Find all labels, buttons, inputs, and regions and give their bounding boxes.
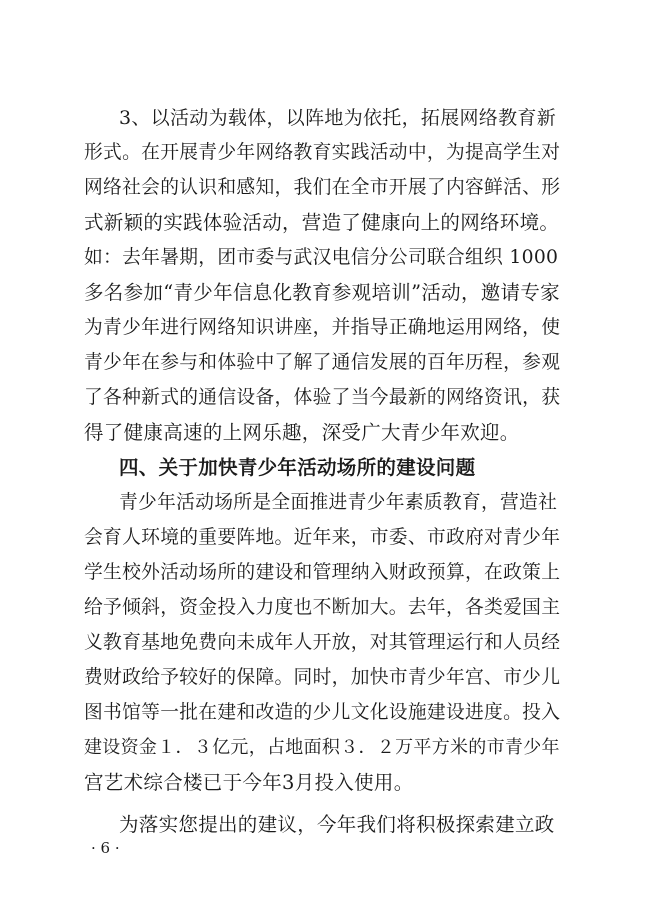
text-line-19: 建设资金１．３亿元，占地面积３．２万平方米的市青少年 xyxy=(84,737,560,758)
text-line-1: 3、以活动为载体，以阵地为依托，拓展网络教育新 xyxy=(119,107,556,129)
text-line-13: 会育人环境的重要阵地。近年来，市委、市政府对青少年 xyxy=(84,527,561,548)
text-line-5: 如：去年暑期，团市委与武汉电信分公司联合组织 1000 xyxy=(84,247,559,268)
text-line-18: 图书馆等一批在建和改造的少儿文化设施建设进度。投入 xyxy=(84,702,561,723)
text-line-7: 为青少年进行网络知识讲座，并指导正确地运用网络，使 xyxy=(84,317,561,338)
text-line-6: 多名参加“青少年信息化教育参观培训”活动，邀请专家 xyxy=(84,281,560,304)
page-number: · 6 · xyxy=(91,839,120,857)
text-line-3: 网络社会的认识和感知，我们在全市开展了内容鲜活、形 xyxy=(84,177,561,198)
text-line-15: 给予倾斜，资金投入力度也不断加大。去年，各类爱国主 xyxy=(84,597,561,618)
text-line-21: 为落实您提出的建议，今年我们将积极探索建立政 xyxy=(119,813,555,836)
text-line-4: 式新颖的实践体验活动，营造了健康向上的网络环境。 xyxy=(84,211,560,234)
text-line-12: 青少年活动场所是全面推进青少年素质教育，营造社 xyxy=(119,492,558,513)
text-line-14: 学生校外活动场所的建设和管理纳入财政预算，在政策上 xyxy=(84,562,561,583)
text-line-10: 得了健康高速的上网乐趣，深受广大青少年欢迎。 xyxy=(84,421,520,444)
section-heading: 四、关于加快青少年活动场所的建设问题 xyxy=(119,456,476,479)
text-line-16: 义教育基地免费向未成年人开放，对其管理运行和人员经 xyxy=(84,632,561,653)
text-line-9: 了各种新式的通信设备，体验了当今最新的网络资讯，获 xyxy=(84,387,561,408)
text-line-20: 宫艺术综合楼已于今年3月投入使用。 xyxy=(84,771,414,794)
text-line-2: 形式。在开展青少年网络教育实践活动中，为提高学生对 xyxy=(84,142,561,163)
text-line-8: 青少年在参与和体验中了解了通信发展的百年历程，参观 xyxy=(84,352,561,373)
text-line-17: 费财政给予较好的保障。同时，加快市青少年宫、市少儿 xyxy=(84,667,561,688)
